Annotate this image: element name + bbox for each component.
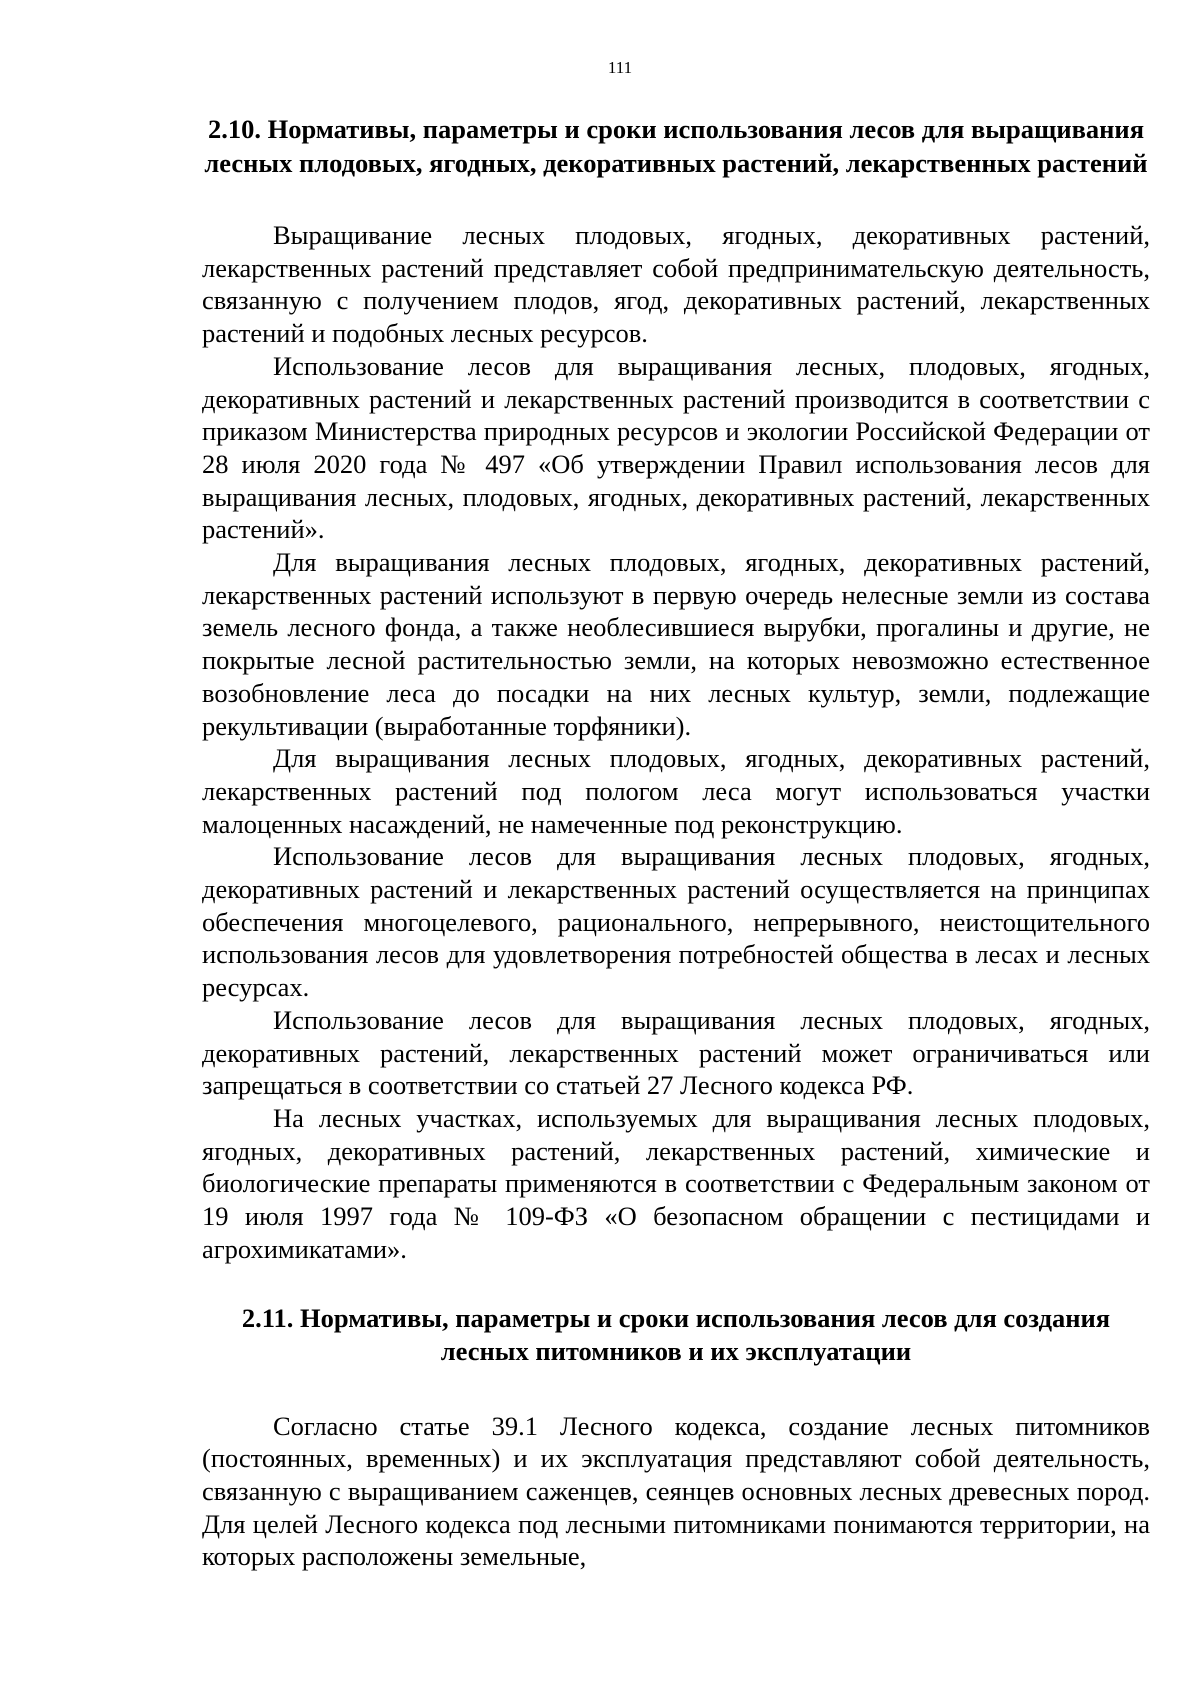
paragraph: Использование лесов для выращивания лесных, плодовых, ягодных, декоративных растений и лекарственных растений производится в соответствии с приказом Министерства природных ресурсов и экологии Российской Федерации от 28 июля 2020 года № 497 «Об утверждении Правил использования лесов для выращивания лесных, плодовых, ягодных, декоративных растений, лекарственных растений».: [202, 350, 1150, 545]
section-title: 2.11. Нормативы, параметры и сроки использования лесов для создания лесных питомников и их эксплуатации: [241, 1302, 1111, 1366]
paragraph: Для выращивания лесных плодовых, ягодных, декоративных растений, лекарственных растений используют в первую очередь нелесные земли из состава земель лесного фонда, а также необлесившиеся вырубки, прогалины и другие, не покрытые лесной растительностью земли, на которых невозможно естественное возобновление леса до посадки на них лесных культур, земли, подлежащие рекультивации (выработанные торфяники).: [202, 547, 1150, 741]
section-2-11: [202, 1302, 1150, 1574]
section-title: 2.10. Нормативы, параметры и сроки использования лесов для выращивания лесных плодовых, ягодных, декоративных растений, лекарственных растений: [204, 114, 1148, 178]
paragraph: Согласно статье 39.1 Лесного кодекса, создание лесных питомников (постоянных, временных) и их эксплуатация представляют собой деятельность, связанную с выращиванием саженцев, сеянцев основных лесных древесных пород. Для целей Лесного кодекса под лесными питомниками понимаются территории, на которых расположены земельные,: [202, 1410, 1150, 1572]
paragraph: Выращивание лесных плодовых, ягодных, декоративных растений, лекарственных растений представляет собой предпринимательскую деятельность, связанную с получением плодов, ягод, декоративных растений, лекарственных растений и подобных лесных ресурсов.: [202, 220, 1150, 349]
section-2-10: [202, 113, 1150, 1266]
section-body: [202, 219, 1150, 1266]
paragraph: Использование лесов для выращивания лесных плодовых, ягодных, декоративных растений, лекарственных растений может ограничиваться или запрещаться в соответствии со статьей 27 Лесного кодекса РФ.: [202, 1004, 1150, 1101]
section-body: [202, 1410, 1150, 1574]
paragraph: Для выращивания лесных плодовых, ягодных, декоративных растений, лекарственных растений под пологом леса могут использоваться участки малоценных насаждений, не намеченные под реконструкцию.: [202, 743, 1150, 839]
page-content: [202, 113, 1150, 1573]
paragraph: Использование лесов для выращивания лесных плодовых, ягодных, декоративных растений и лекарственных растений осуществляется на принципах обеспечения многоцелевого, рационального, непрерывного, неистощительного использования лесов для удовлетворения потребностей общества в лесах и лесных ресурсах.: [202, 841, 1150, 1003]
paragraph: На лесных участках, используемых для выращивания лесных плодовых, ягодных, декоративных растений, лекарственных растений, химические и биологические препараты применяются в соответствии с Федеральным законом от 19 июля 1997 года № 109-ФЗ «О безопасном обращении с пестицидами и агрохимикатами».: [202, 1102, 1150, 1264]
page-number: 111: [607, 58, 633, 77]
